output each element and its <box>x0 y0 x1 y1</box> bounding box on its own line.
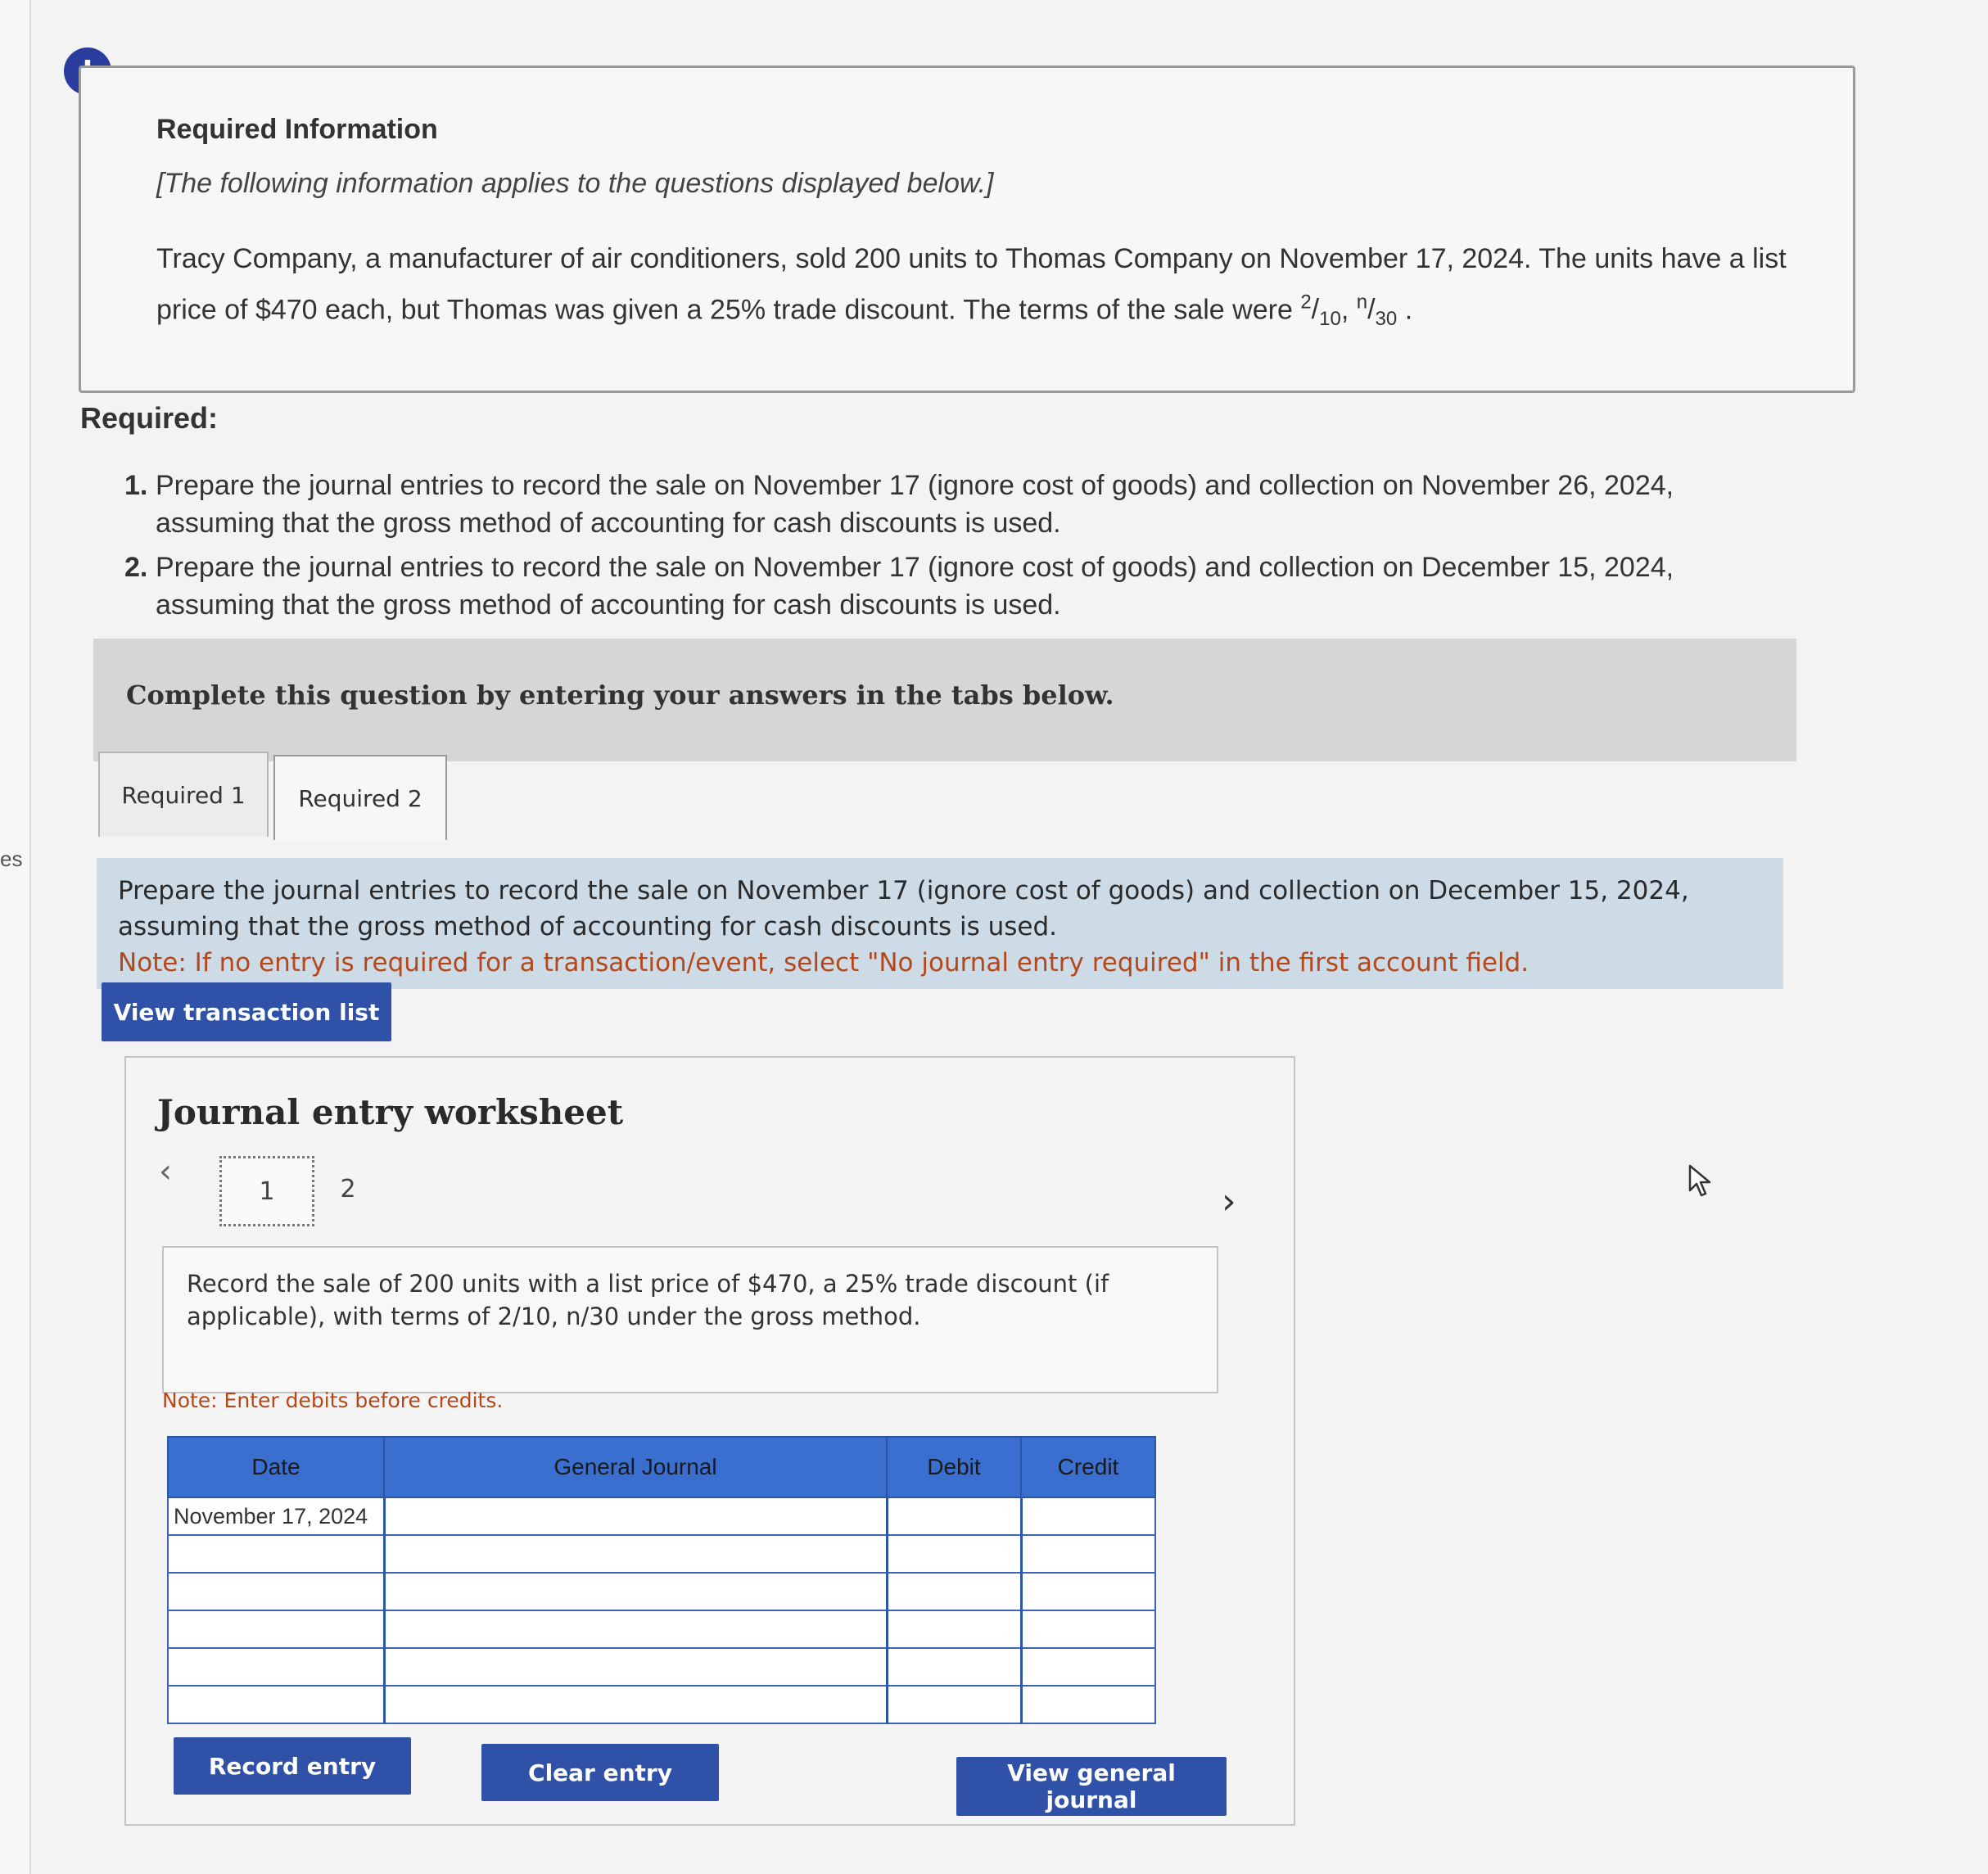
debit-input[interactable] <box>887 1497 1021 1535</box>
instruction-box <box>97 858 1783 989</box>
debit-input[interactable] <box>887 1535 1021 1573</box>
header-debit: Debit <box>887 1437 1021 1497</box>
required-heading: Required: <box>80 401 219 435</box>
credit-input[interactable] <box>1021 1497 1155 1535</box>
info-body: Tracy Company, a manufacturer of air conditioners, sold 200 units to Thomas Company on November 17, 2024. The units have a list price of $470 each, but Thomas was given a 25% trade discount. The terms of the sale were $^2/_{10}$, $^n/_{30}$ . <box>156 243 1787 331</box>
clear-entry-button[interactable]: Clear entry <box>481 1744 719 1801</box>
complete-question-bar <box>93 639 1796 761</box>
page-button-1[interactable]: 1 <box>219 1156 314 1226</box>
debit-input[interactable] <box>887 1573 1021 1610</box>
date-cell <box>168 1686 384 1723</box>
chevron-left-icon[interactable]: ‹ <box>159 1153 172 1190</box>
header-credit: Credit <box>1021 1437 1155 1497</box>
required-information-box <box>79 65 1855 393</box>
debit-input[interactable] <box>887 1610 1021 1648</box>
table-row <box>168 1535 1155 1573</box>
account-input[interactable] <box>384 1610 887 1648</box>
chevron-right-icon[interactable]: › <box>1222 1181 1236 1222</box>
table-row <box>168 1573 1155 1610</box>
account-input[interactable] <box>384 1535 887 1573</box>
instruction-note: Note: If no entry is required for a transaction/event, select "No journal entry required" in the first account field. <box>118 948 1529 978</box>
instruction-text: Prepare the journal entries to record the sale on November 17 (ignore cost of goods) and collection on December 15, 2024, assuming that the gross method of accounting for cash discounts is used. <box>118 876 1689 942</box>
debit-input[interactable] <box>887 1686 1021 1723</box>
credit-input[interactable] <box>1021 1610 1155 1648</box>
page-button-2[interactable]: 2 <box>340 1174 356 1203</box>
worksheet-title: Journal entry worksheet <box>157 1092 624 1132</box>
terms-fraction-2: $^n/_{30}$ <box>1356 291 1398 331</box>
tab-required-1[interactable]: Required 1 <box>98 752 269 837</box>
account-input[interactable] <box>384 1686 887 1723</box>
tab-required-2[interactable]: Required 2 <box>273 755 447 840</box>
info-subtitle: [The following information applies to the questions displayed below.] <box>156 168 994 199</box>
view-transaction-list-button[interactable]: View transaction list <box>102 982 391 1041</box>
account-input[interactable] <box>384 1648 887 1686</box>
table-row <box>168 1686 1155 1723</box>
view-general-journal-button[interactable]: View general journal <box>956 1757 1227 1816</box>
date-cell <box>168 1535 384 1573</box>
account-input[interactable] <box>384 1573 887 1610</box>
account-input[interactable] <box>384 1497 887 1535</box>
worksheet-note: Note: Enter debits before credits. <box>162 1389 504 1412</box>
credit-input[interactable] <box>1021 1535 1155 1573</box>
required-item-2: 2. Prepare the journal entries to record the sale on November 17 (ignore cost of goods) and collection on December 15, 2024, assuming that the gross method of accounting for cash discounts is used. <box>124 552 1674 621</box>
header-date: Date <box>168 1437 384 1497</box>
complete-question-text: Complete this question by entering your answers in the tabs below. <box>126 680 1114 711</box>
journal-table <box>167 1436 1156 1724</box>
table-row <box>168 1648 1155 1686</box>
record-description: Record the sale of 200 units with a list price of $470, a 25% trade discount (if applicable), with terms of 2/10, n/30 under the gross method. <box>162 1246 1218 1393</box>
info-title: Required Information <box>156 114 438 145</box>
required-list <box>124 467 1770 630</box>
credit-input[interactable] <box>1021 1648 1155 1686</box>
left-panel-edge <box>0 0 31 1874</box>
date-cell <box>168 1648 384 1686</box>
terms-fraction-1: $^2/_{10}$ <box>1300 291 1341 331</box>
date-cell: November 17, 2024 <box>168 1497 384 1535</box>
credit-input[interactable] <box>1021 1686 1155 1723</box>
left-panel-edge-text: es <box>0 847 23 871</box>
date-cell <box>168 1573 384 1610</box>
journal-entry-worksheet <box>124 1056 1295 1826</box>
mouse-pointer-icon <box>1687 1163 1716 1200</box>
table-row <box>168 1610 1155 1648</box>
info-body-text: Tracy Company, a manufacturer of air conditioners, sold 200 units to Thomas Company on November 17, 2024. The units have a list price of $470 each, but Thomas was given a 25% trade discount. The terms of the sale were <box>156 243 1787 326</box>
required-item-1: 1. Prepare the journal entries to record the sale on November 17 (ignore cost of goods) and collection on November 26, 2024, assuming that the gross method of accounting for cash discounts is used. <box>124 470 1674 539</box>
table-row <box>168 1497 1155 1535</box>
record-entry-button[interactable]: Record entry <box>174 1737 411 1795</box>
date-cell <box>168 1610 384 1648</box>
debit-input[interactable] <box>887 1648 1021 1686</box>
credit-input[interactable] <box>1021 1573 1155 1610</box>
header-general-journal: General Journal <box>384 1437 887 1497</box>
